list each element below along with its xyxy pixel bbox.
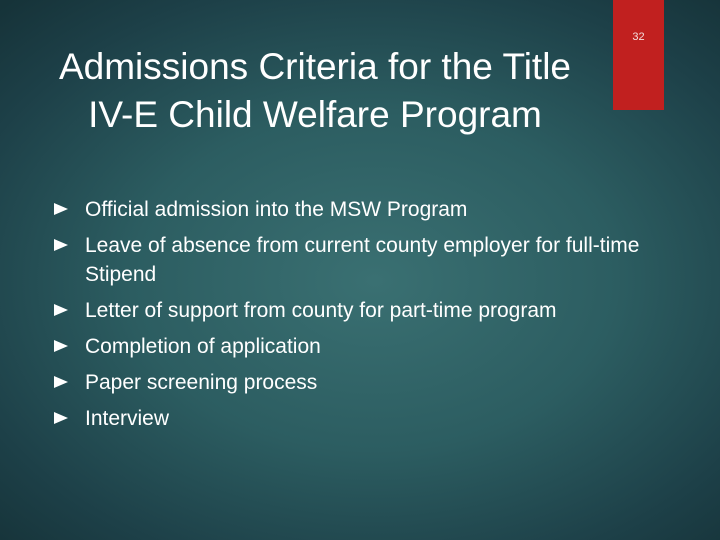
slide-number-tab (613, 0, 664, 110)
bullet-item (54, 195, 654, 224)
triangle-right-icon (54, 304, 68, 316)
slide-number: 32 (632, 31, 645, 43)
triangle-right-icon (54, 239, 68, 251)
bullet-text: Letter of support from county for part-time program (85, 299, 557, 322)
bullet-text: Completion of application (85, 335, 321, 358)
bullet-item (54, 404, 654, 433)
slide-title: Admissions Criteria for the Title IV-E Child Welfare Program (58, 46, 571, 135)
triangle-right-icon (54, 376, 68, 388)
bullet-text: Official admission into the MSW Program (85, 198, 468, 221)
triangle-right-icon (54, 203, 68, 215)
bullet-text: Paper screening process (85, 371, 318, 394)
triangle-right-icon (54, 412, 68, 424)
bullet-item (54, 231, 654, 289)
bullet-text: Interview (85, 407, 170, 430)
bullet-text: Leave of absence from current county employer for full-time Stipend (85, 234, 640, 286)
triangle-right-icon (54, 340, 68, 352)
bullet-item (54, 332, 654, 361)
bullet-list (54, 195, 654, 440)
bullet-item (54, 368, 654, 397)
bullet-item (54, 296, 654, 325)
